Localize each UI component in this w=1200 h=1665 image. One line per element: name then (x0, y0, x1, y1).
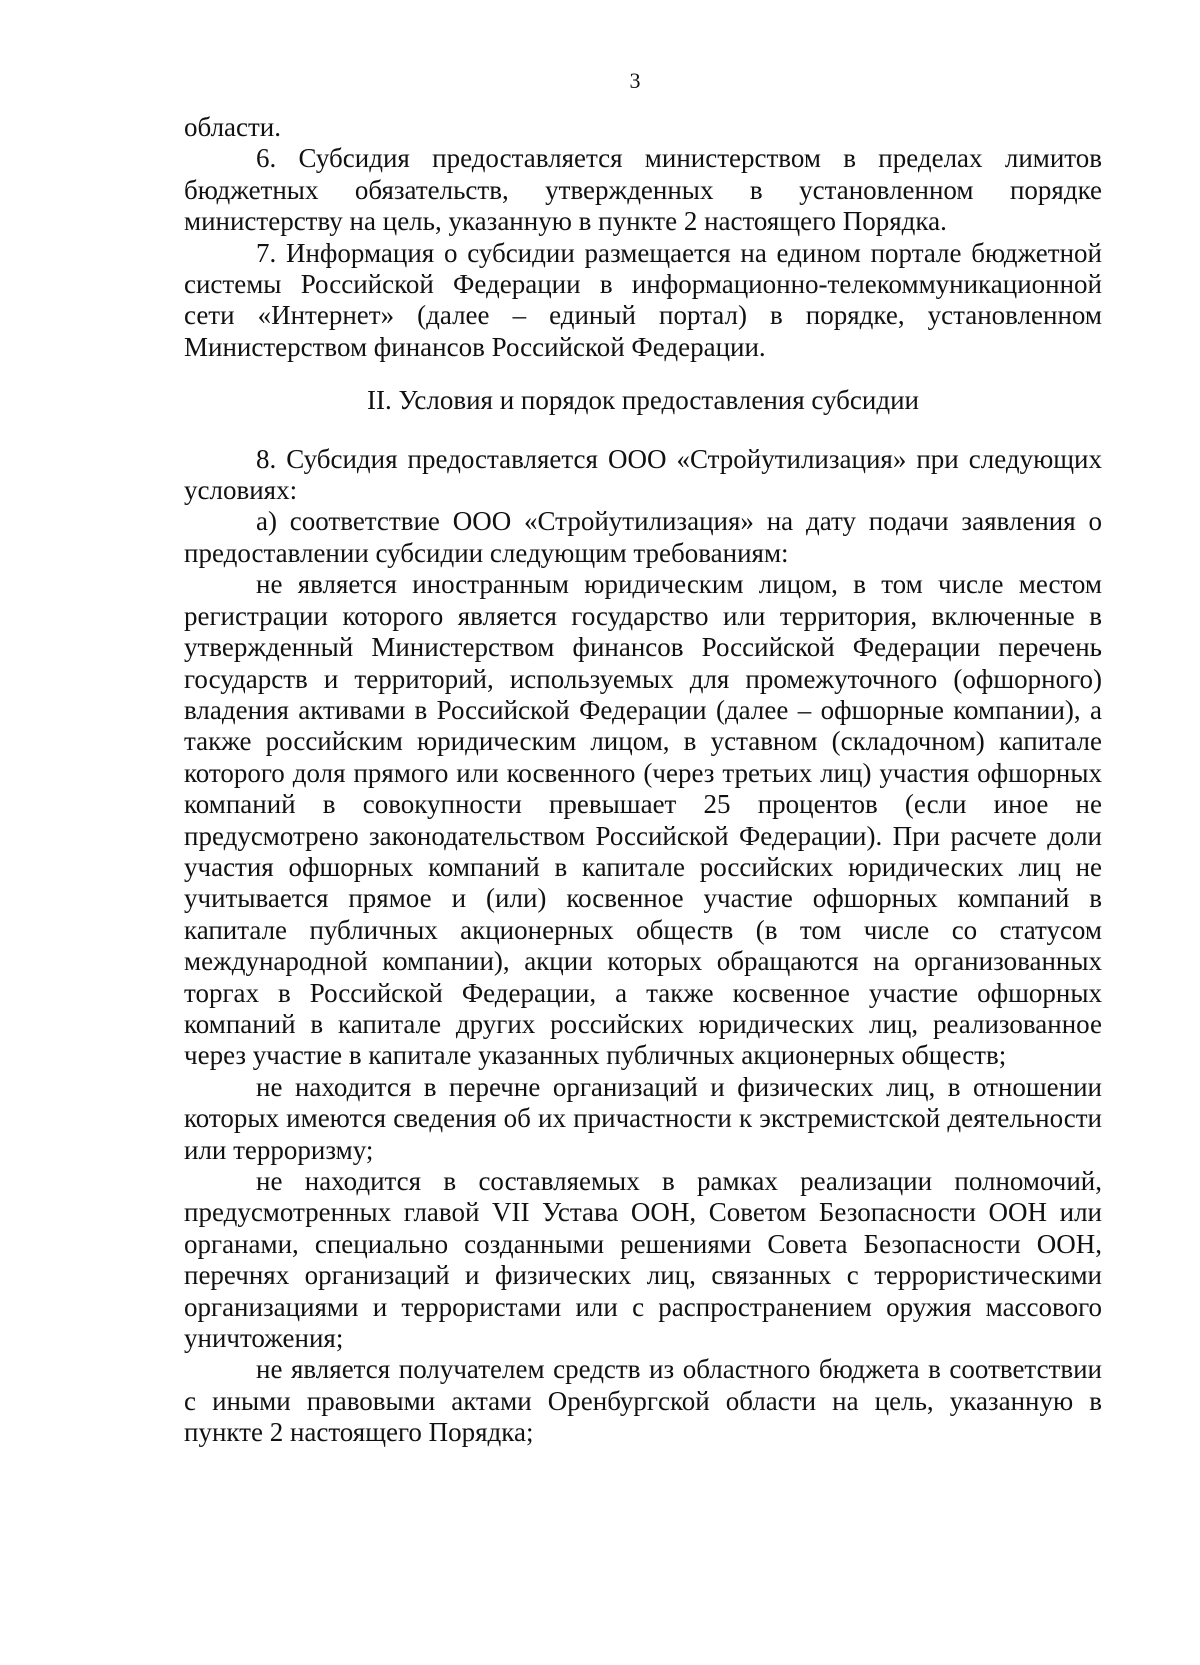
requirement-not-un-sanctions-list: не находится в составляемых в рамках реализации полномочий, предусмотренных главой VII Устава ООН, Советом Безопасности ООН или органами, специально созданными решениями Совета Безопасности ООН, перечнях организаций и физических лиц, связанных с террористическими организациями и террористами или с распространением оружия массового уничтожения; (184, 1166, 1102, 1354)
page-number: 3 (629, 68, 641, 93)
document-body (184, 112, 1102, 1449)
paragraph-item-6: 6. Субсидия предоставляется министерством в пределах лимитов бюджетных обязательств, утвержденных в установленном порядке министерству на цель, указанную в пункте 2 настоящего Порядка. (184, 143, 1102, 237)
paragraph-continuation: области. (184, 112, 282, 142)
requirement-not-extremist-list: не находится в перечне организаций и физических лиц, в отношении которых имеются сведения об их причастности к экстремистской деятельности или терроризму; (184, 1071, 1102, 1165)
section-heading: II. Условия и порядок предоставления субсидии (367, 385, 919, 416)
paragraph-item-7: 7. Информация о субсидии размещается на едином портале бюджетной системы Российской Федерации в информационно-телекоммуникационной сети «Интернет» (далее – единый портал) в порядке, установленном Министерством финансов Российской Федерации. (184, 237, 1102, 362)
paragraph-item-8: 8. Субсидия предоставляется ООО «Стройутилизация» при следующих условиях: (184, 443, 1102, 506)
paragraph-subitem-a: а) соответствие ООО «Стройутилизация» на дату подачи заявления о предоставлении субсидии следующим требованиям: (184, 506, 1102, 568)
requirement-not-other-budget-recipient: не является получателем средств из областного бюджета в соответствии с иными правовыми актами Оренбургской области на цель, указанную в пункте 2 настоящего Порядка; (184, 1354, 1102, 1448)
requirement-not-foreign-entity: не является иностранным юридическим лицом, в том числе местом регистрации которого является государство или территория, включенные в утвержденный Министерством финансов Российской Федерации перечень государств и территорий, используемых для промежуточного (офшорного) владения активами в Российской Федерации (далее – офшорные компании), а также российским юридическим лицом, в уставном (складочном) капитале которого доля прямого или косвенного (через третьих лиц) участия офшорных компаний в совокупности превышает 25 процентов (если иное не предусмотрено законодательством Российской Федерации). При расчете доли участия офшорных компаний в капитале российских юридических лиц не учитывается прямое и (или) косвенное участие офшорных компаний в капитале публичных акционерных обществ (в том числе со статусом международной компании), акции которых обращаются на организованных торгах в Российской Федерации, а также косвенное участие офшорных компаний в капитале других российских юридических лиц, реализованное через участие в капитале указанных публичных акционерных обществ; (184, 569, 1102, 1071)
